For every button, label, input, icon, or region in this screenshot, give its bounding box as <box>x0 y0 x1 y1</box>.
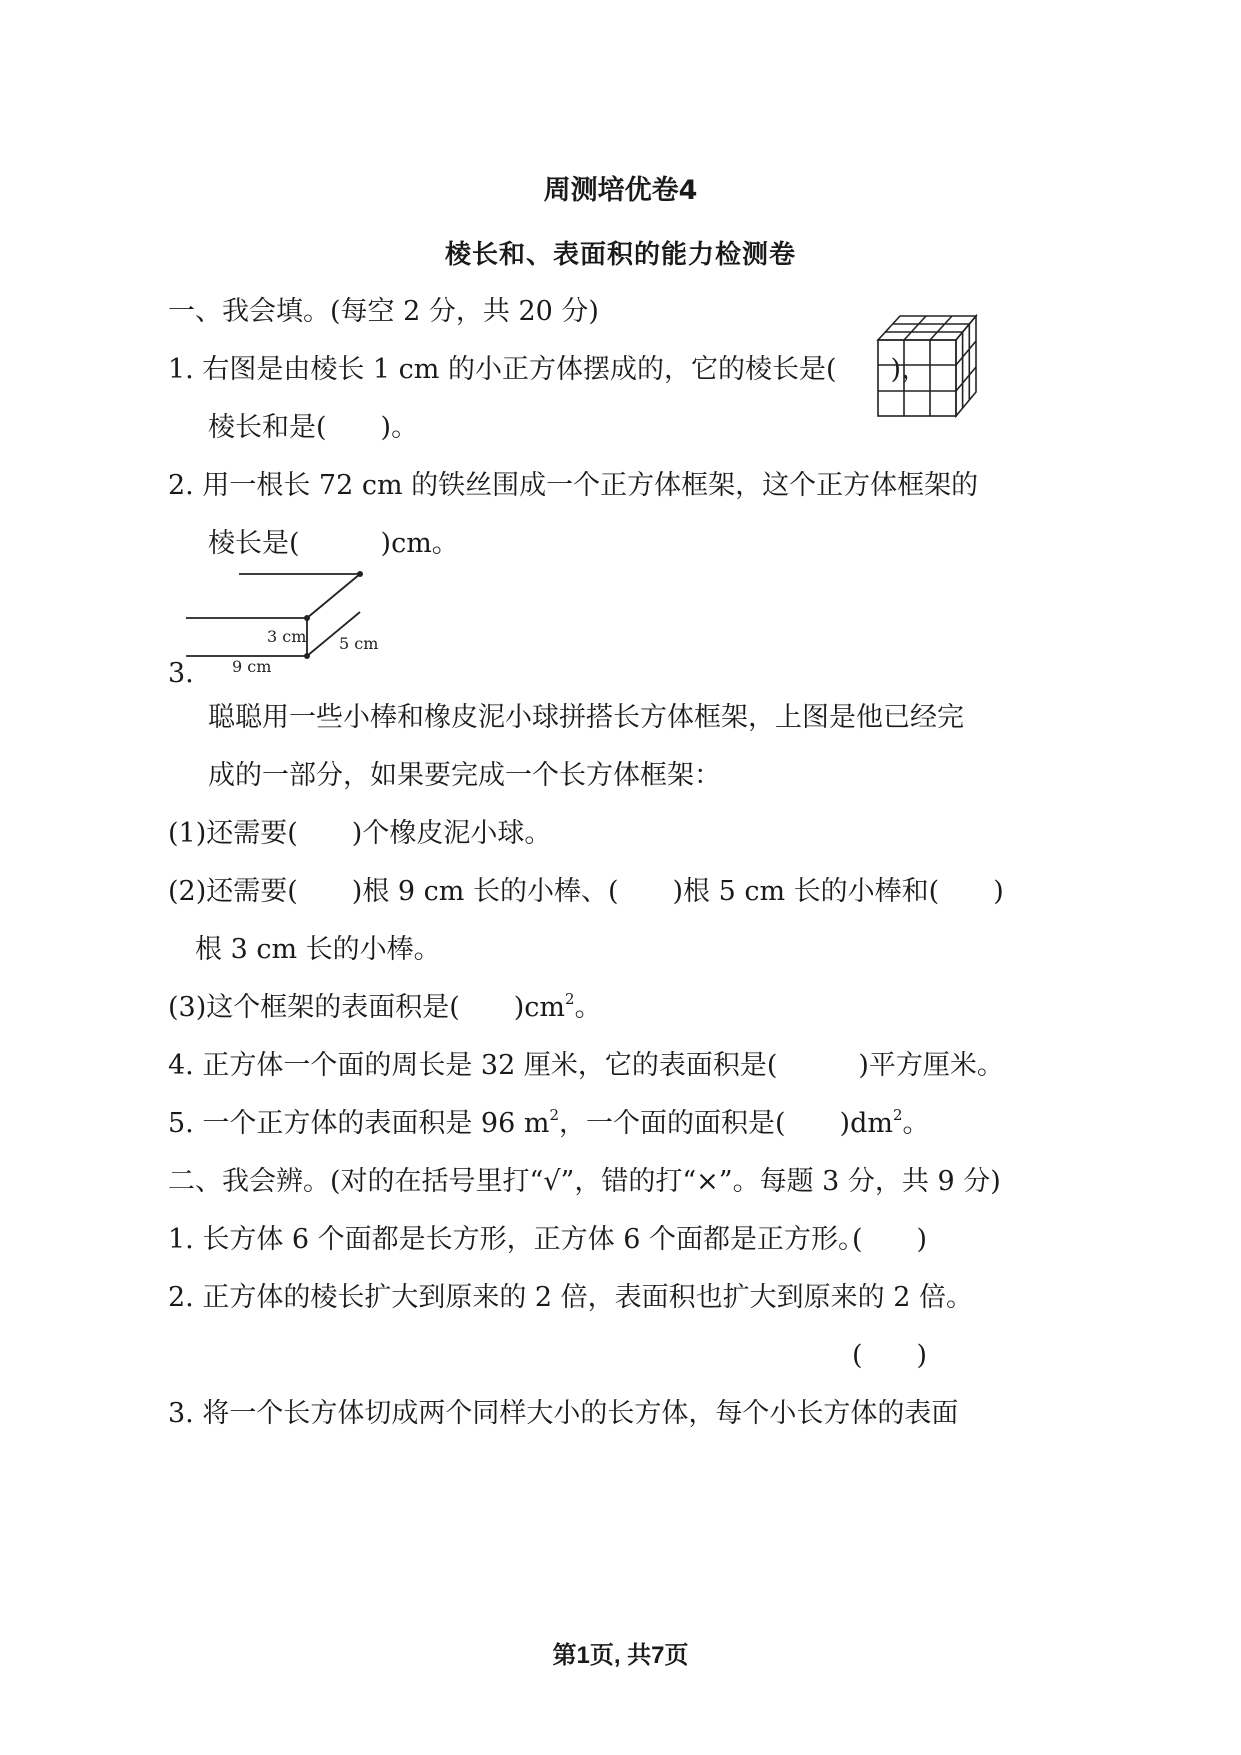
question-3-part-2-line-2: 根 3 cm 长的小棒。 <box>195 934 441 965</box>
question-3-part-2-line-1: (2)还需要( )根 9 cm 长的小棒、( )根 5 cm 长的小棒和( ) <box>168 876 1004 907</box>
judge-1-answer-paren: ( ) <box>852 1224 928 1255</box>
judge-2-answer-paren: ( ) <box>852 1340 928 1371</box>
question-4: 4. 正方体一个面的周长是 32 厘米，它的表面积是( )平方厘米。 <box>168 1050 1004 1081</box>
section2-header: 二、我会辨。(对的在括号里打“√”，错的打“×”。每题 3 分，共 9 分) <box>168 1166 1001 1197</box>
question-3-line-1: 聪聪用一些小棒和橡皮泥小球拼搭长方体框架，上图是他已经完 <box>208 702 964 733</box>
worksheet-subtitle: 棱长和、表面积的能力检测卷 <box>444 240 796 270</box>
length-label: 9 cm <box>232 657 272 676</box>
worksheet-title: 周测培优卷4 <box>543 175 698 206</box>
question-5: 5. 一个正方体的表面积是 96 $m^2$，一个面的面积是( )$dm^2$。 <box>168 1106 930 1139</box>
judge-3: 3. 将一个长方体切成两个同样大小的长方体，每个小长方体的表面 <box>168 1398 959 1429</box>
question-3-part-1: (1)还需要( )个橡皮泥小球。 <box>168 818 552 849</box>
judge-2: 2. 正方体的棱长扩大到原来的 2 倍，表面积也扩大到原来的 2 倍。 <box>168 1282 974 1313</box>
depth-label: 5 cm <box>339 634 379 653</box>
question-2-line-1: 2. 用一根长 72 cm 的铁丝围成一个正方体框架，这个正方体框架的 <box>168 470 979 501</box>
question-3-line-2: 成的一部分，如果要完成一个长方体框架： <box>208 760 721 791</box>
question-1-line-1: 1. 右图是由棱长 1 cm 的小正方体摆成的，它的棱长是( )， <box>168 354 929 385</box>
frame-figure <box>184 566 404 676</box>
section1-header: 一、我会填。(每空 2 分，共 20 分) <box>168 296 599 327</box>
height-label: 3 cm <box>267 627 307 646</box>
question-3-number: 3. <box>168 658 194 689</box>
judge-1: 1. 长方体 6 个面都是长方形，正方体 6 个面都是正方形。 <box>168 1224 866 1255</box>
page-footer: 第1页, 共7页 <box>552 1642 689 1669</box>
cube-figure <box>872 312 982 422</box>
question-3-part-3: (3)这个框架的表面积是( )$cm^2$。 <box>168 990 602 1023</box>
question-1-line-2: 棱长和是( )。 <box>208 412 419 443</box>
question-2-line-2: 棱长是( )cm。 <box>208 528 459 559</box>
